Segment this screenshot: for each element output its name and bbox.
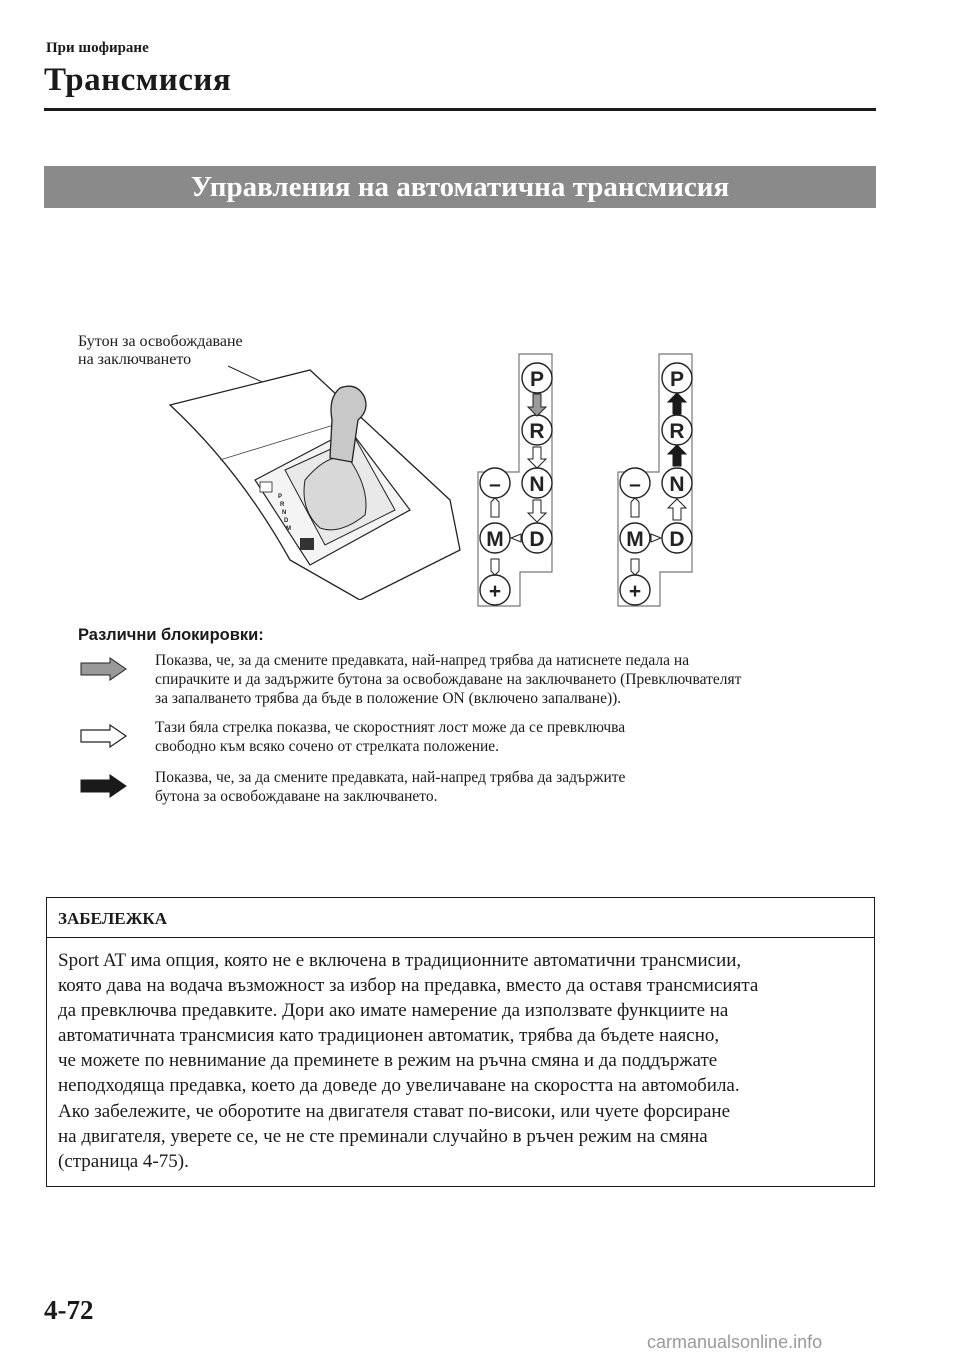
shift-lever-console-illustration	[160, 350, 470, 600]
white-arrow-m-to-plus	[491, 559, 499, 575]
gate-label-m: M	[626, 528, 644, 551]
plus-label: +	[488, 580, 502, 603]
callout-line-2: на заключването	[78, 351, 192, 368]
note-line: Ако забележите, че оборотите на двигателя стават по-високи, или чуете форсиране	[58, 1100, 731, 1122]
legend-line: спирачките и да задържите бутона за освобождаване на заключването (Превключвателят	[155, 671, 742, 688]
shift-gate-diagram-1	[474, 352, 564, 608]
console-gate-label: D	[284, 518, 289, 524]
gate-label-r: R	[529, 420, 545, 443]
gate-label-p: P	[669, 368, 685, 391]
minus-label: –	[629, 473, 641, 496]
section-label: При шофиране	[46, 40, 149, 56]
shift-gate-diagram-2	[614, 352, 704, 608]
minus-label: –	[489, 473, 501, 496]
page-number: 4-72	[44, 1295, 94, 1325]
white-arrow-m-to-minus	[491, 498, 499, 517]
note-line: (страница 4-75).	[58, 1150, 189, 1172]
gate-label-n: N	[669, 473, 685, 496]
legend-text	[155, 718, 855, 756]
chapter-title: Трансмисия	[44, 62, 232, 98]
legend-line: Показва, че, за да смените предавката, най-напред трябва да натиснете педала на	[155, 652, 690, 669]
gate-label-m: M	[486, 528, 504, 551]
gate-indicator-window	[260, 482, 272, 492]
gate-label-n: N	[529, 473, 545, 496]
console-gate-label: N	[282, 510, 287, 516]
legend-line: Показва, че, за да смените предавката, най-напред трябва да задържите	[155, 769, 626, 786]
note-box	[46, 897, 875, 1187]
callout-line-1: Бутон за освобождаване	[78, 333, 243, 350]
console-switch	[300, 538, 314, 550]
console-gate-label: R	[280, 502, 285, 508]
note-line: автоматичната трансмисия като традиционен автоматик, трябва да бъдете наясно,	[58, 1025, 720, 1047]
legend-line: Тази бяла стрелка показва, че скоростният лост може да се превключва	[155, 719, 626, 736]
gate-label-d: D	[669, 528, 685, 551]
console-gate-label: M	[286, 526, 291, 532]
note-line: неподходяща предавка, което да доведе до увеличаване на скоростта на автомобила.	[58, 1075, 740, 1097]
white-arrow-m-to-minus	[631, 498, 639, 517]
gate-label-d: D	[529, 528, 545, 551]
black-arrow-icon	[80, 774, 128, 798]
legend-item-black-arrow	[80, 768, 800, 810]
plus-label: +	[628, 580, 642, 603]
legend-text	[155, 768, 855, 806]
white-arrow-m-to-plus	[631, 559, 639, 575]
note-line: че можете по невнимание да преминете в режим на ръчна смяна и да поддържате	[58, 1050, 718, 1072]
note-body	[47, 938, 874, 1174]
gray-arrow-icon	[80, 657, 128, 681]
title-divider	[44, 108, 876, 111]
legend-line: свободно към всяко сочено от стрелката положение.	[155, 738, 500, 755]
section-banner: Управления на автоматична трансмисия	[44, 166, 876, 208]
legend-line: бутона за освобождаване на заключването.	[155, 788, 438, 805]
white-arrow-icon	[80, 724, 128, 748]
gate-label-r: R	[669, 420, 685, 443]
watermark: carmanualsonline.info	[647, 1332, 823, 1352]
lock-types-heading: Различни блокировки:	[78, 626, 264, 644]
note-line: да превключва предавките. Дори ако имате намерение да използвате функциите на	[58, 1000, 729, 1022]
note-line: която дава на водача възможност за избор на предавка, вместо да оставя трансмисията	[58, 975, 759, 997]
note-heading: ЗАБЕЛЕЖКА	[47, 898, 874, 938]
console-gate-label: P	[278, 494, 283, 500]
note-line: Sport AT има опция, която не е включена в традиционните автоматични трансмисии,	[58, 950, 742, 971]
note-line: на двигателя, уверете се, че не сте преминали случайно в ръчен режим на смяна	[58, 1125, 708, 1147]
legend-line: за запалването трябва да бъде в положение ON (включено запалване)).	[155, 690, 622, 707]
legend-item-white-arrow	[80, 718, 800, 760]
legend-item-gray-arrow	[80, 651, 800, 711]
gate-label-p: P	[529, 368, 545, 391]
legend-text	[155, 651, 855, 708]
